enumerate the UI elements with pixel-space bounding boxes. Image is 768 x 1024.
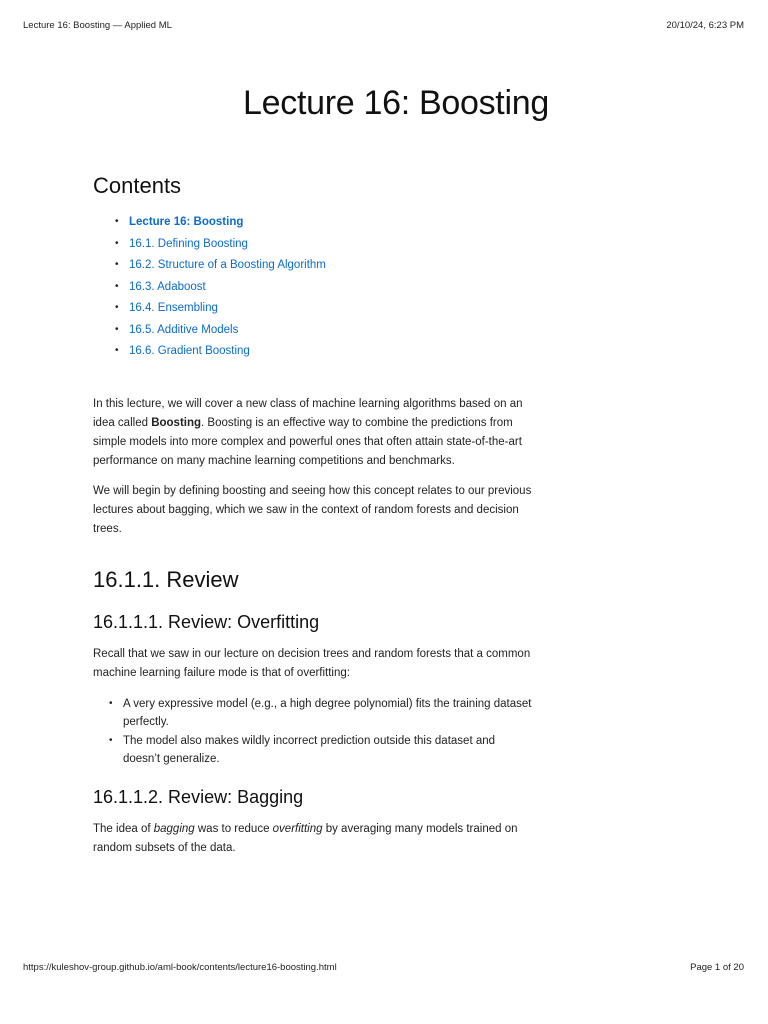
print-header-datetime: 20/10/24, 6:23 PM (666, 20, 744, 31)
intro-text-a: In this lecture, we will cover a new class of machine learning algorithms based on an idea called (93, 398, 523, 429)
toc-item (93, 234, 326, 256)
overfitting-term: overfitting (272, 823, 323, 835)
page-title: Lecture 16: Boosting (243, 84, 549, 122)
overfitting-paragraph: Recall that we saw in our lecture on decision trees and random forests that a common machine learning failure mode is that of overfitting: (93, 648, 531, 679)
toc-link-16-4[interactable]: 16.4. Ensembling (129, 302, 218, 314)
intro-boosting-term: Boosting (151, 417, 202, 429)
toc-item (93, 320, 326, 342)
intro-text-c: . Boosting is an effective way to combine the predictions from simple models into more complex and powerful ones that often attain state-of-the-art performance on many machine learning competitions and benchmarks. (93, 417, 522, 467)
bagging-paragraph (93, 820, 543, 858)
subsection-heading-overfitting: 16.1.1.1. Review: Overfitting (93, 612, 320, 632)
intro-paragraph-2: We will begin by defining boosting and seeing how this concept relates to our previous lectures about bagging, which we saw in the context of random forests and decision trees. (93, 485, 532, 535)
toc-link-16-2[interactable]: 16.2. Structure of a Boosting Algorithm (129, 259, 326, 271)
bagging-term: bagging (153, 823, 195, 835)
toc-item (93, 212, 326, 234)
toc-link-lecture16[interactable]: Lecture 16: Boosting (129, 216, 244, 228)
toc-link-16-1[interactable]: 16.1. Defining Boosting (129, 237, 248, 250)
intro-paragraph (93, 395, 543, 471)
bagging-text-5: by averaging many models trained on random subsets of the data. (93, 823, 518, 854)
toc-item (93, 341, 326, 363)
toc-link-16-3[interactable]: 16.3. Adaboost (129, 280, 206, 293)
overfitting-bullets (93, 695, 533, 769)
section-heading-review: 16.1.1. Review (93, 567, 239, 592)
contents-heading: Contents (93, 173, 182, 198)
list-item: • The model also makes wildly incorrect prediction outside this dataset and doesn’t generalize. (93, 732, 533, 768)
subsection-heading-bagging: 16.1.1.2. Review: Bagging (93, 787, 304, 807)
toc-item (93, 298, 326, 320)
toc-item (93, 277, 326, 299)
list-item: • A very expressive model (e.g., a high degree polynomial) fits the training dataset perfectly. (93, 695, 533, 731)
toc-link-16-5[interactable]: 16.5. Additive Models (129, 323, 239, 336)
bagging-text-3: was to reduce (194, 823, 273, 835)
bagging-text-1: The idea of (93, 823, 154, 835)
table-of-contents (93, 212, 326, 363)
print-header-title: Lecture 16: Boosting — Applied ML (23, 20, 172, 31)
print-footer-url: https://kuleshov-group.github.io/aml-book/contents/lecture16-boosting.html (23, 962, 337, 973)
toc-link-16-6[interactable]: 16.6. Gradient Boosting (129, 345, 250, 357)
print-footer-page-number: Page 1 of 20 (690, 962, 744, 973)
toc-item (93, 255, 326, 277)
